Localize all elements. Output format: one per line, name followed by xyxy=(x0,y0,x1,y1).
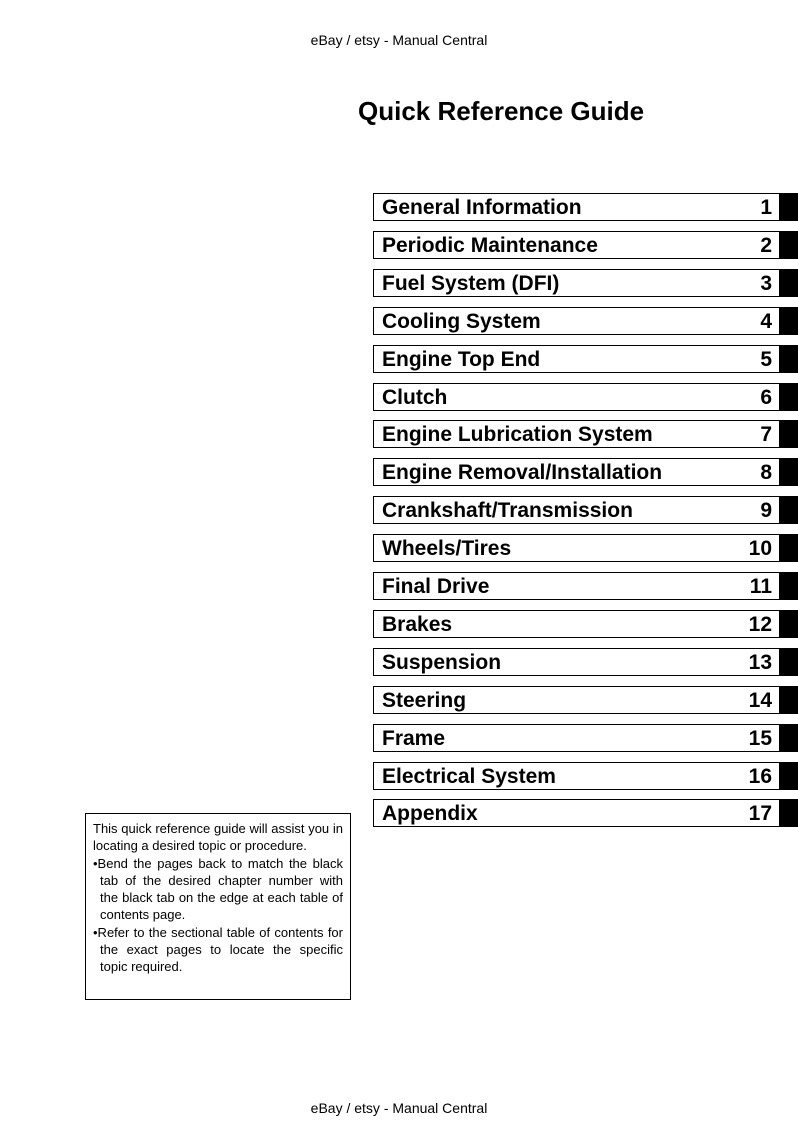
toc-row-chapter-5[interactable] xyxy=(373,345,798,373)
toc-entry-box xyxy=(373,496,780,524)
toc-entry-number: 13 xyxy=(748,651,772,674)
toc-entry-box xyxy=(373,534,780,562)
toc-entry-box xyxy=(373,648,780,676)
toc-entry-number: 4 xyxy=(760,310,772,333)
toc-entry-label: Periodic Maintenance xyxy=(382,234,598,257)
toc-row-chapter-13[interactable] xyxy=(373,648,798,676)
toc-entry-label: Final Drive xyxy=(382,575,490,598)
chapter-black-tab xyxy=(780,231,798,259)
chapter-black-tab xyxy=(780,345,798,373)
chapter-black-tab xyxy=(780,383,798,411)
toc-entry-number: 6 xyxy=(760,386,772,409)
page-header: eBay / etsy - Manual Central xyxy=(310,32,488,48)
toc-entry-number: 1 xyxy=(760,196,772,219)
toc-row-chapter-10[interactable] xyxy=(373,534,798,562)
toc-entry-label: Engine Removal/Installation xyxy=(382,461,663,484)
chapter-black-tab xyxy=(780,496,798,524)
chapter-black-tab xyxy=(780,193,798,221)
toc-entry-label: Electrical System xyxy=(382,765,556,788)
chapter-black-tab xyxy=(780,420,798,448)
toc-entry-box xyxy=(373,383,780,411)
toc-entry-box xyxy=(373,269,780,297)
toc-entry-box xyxy=(373,193,780,221)
toc-row-chapter-16[interactable] xyxy=(373,762,798,790)
toc-entry-box xyxy=(373,420,780,448)
chapter-black-tab xyxy=(780,534,798,562)
toc-entry-box xyxy=(373,307,780,335)
toc-row-chapter-4[interactable] xyxy=(373,307,798,335)
toc-entry-box xyxy=(373,345,780,373)
toc-entry-number: 14 xyxy=(748,689,772,712)
toc-row-chapter-6[interactable] xyxy=(373,383,798,411)
toc-entry-number: 11 xyxy=(749,575,772,598)
toc-entry-number: 15 xyxy=(748,727,772,750)
toc-entry-label: General Information xyxy=(382,196,582,219)
toc-entry-label: Crankshaft/Transmission xyxy=(382,499,633,522)
toc-entry-box xyxy=(373,231,780,259)
toc-entry-label: Cooling System xyxy=(382,310,541,333)
toc-entry-box xyxy=(373,762,780,790)
toc-entry-label: Wheels/Tires xyxy=(382,537,512,560)
toc-row-chapter-15[interactable] xyxy=(373,724,798,752)
toc-row-chapter-11[interactable] xyxy=(373,572,798,600)
toc-row-chapter-7[interactable] xyxy=(373,420,798,448)
toc-row-chapter-12[interactable] xyxy=(373,610,798,638)
note-intro: This quick reference guide will assist you in locating a desired topic or procedure. xyxy=(93,821,343,854)
toc-entry-box xyxy=(373,799,780,827)
chapter-black-tab xyxy=(780,610,798,638)
toc-entry-label: Suspension xyxy=(382,651,502,674)
toc-entry-number: 2 xyxy=(760,234,772,257)
toc-entry-label: Engine Top End xyxy=(382,348,541,371)
toc-row-chapter-8[interactable] xyxy=(373,458,798,486)
chapter-black-tab xyxy=(780,686,798,714)
toc-entry-box xyxy=(373,572,780,600)
toc-entry-number: 5 xyxy=(760,348,772,371)
toc-row-chapter-3[interactable] xyxy=(373,269,798,297)
chapter-black-tab xyxy=(780,307,798,335)
toc-entry-label: Clutch xyxy=(382,386,448,409)
toc-entry-box xyxy=(373,686,780,714)
toc-entry-number: 7 xyxy=(760,423,772,446)
toc-entry-number: 8 xyxy=(760,461,772,484)
chapter-black-tab xyxy=(780,572,798,600)
toc-entry-number: 16 xyxy=(748,765,772,788)
toc-entry-number: 17 xyxy=(748,802,772,825)
toc-row-chapter-2[interactable] xyxy=(373,231,798,259)
chapter-black-tab xyxy=(780,648,798,676)
toc-row-chapter-17[interactable] xyxy=(373,799,798,827)
toc-entry-label: Brakes xyxy=(382,613,453,636)
chapter-black-tab xyxy=(780,762,798,790)
toc-entry-number: 10 xyxy=(748,537,772,560)
toc-entry-number: 12 xyxy=(748,613,772,636)
toc-entry-number: 9 xyxy=(760,499,772,522)
chapter-black-tab xyxy=(780,799,798,827)
chapter-black-tab xyxy=(780,269,798,297)
toc-entry-box xyxy=(373,724,780,752)
instructions-note-box xyxy=(85,813,351,1000)
toc-entry-label: Steering xyxy=(382,689,467,712)
page-footer: eBay / etsy - Manual Central xyxy=(310,1100,488,1116)
toc-row-chapter-1[interactable] xyxy=(373,193,798,221)
toc-entry-number: 3 xyxy=(760,272,772,295)
toc-entry-label: Fuel System (DFI) xyxy=(382,272,560,295)
toc-entry-label: Engine Lubrication System xyxy=(382,423,653,446)
toc-row-chapter-9[interactable] xyxy=(373,496,798,524)
toc-entry-box xyxy=(373,610,780,638)
chapter-black-tab xyxy=(780,724,798,752)
toc-entry-box xyxy=(373,458,780,486)
toc-entry-label: Frame xyxy=(382,727,446,750)
note-bullet-bend-pages: •Bend the pages back to match the black tab of the desired chapter number with the black tab on the edge at each table of contents page. xyxy=(93,855,343,923)
note-bullet-refer-section: •Refer to the sectional table of contents for the exact pages to locate the specific topic required. xyxy=(93,924,343,975)
chapter-black-tab xyxy=(780,458,798,486)
toc-row-chapter-14[interactable] xyxy=(373,686,798,714)
toc-entry-label: Appendix xyxy=(382,802,478,825)
page-title: Quick Reference Guide xyxy=(358,96,645,126)
